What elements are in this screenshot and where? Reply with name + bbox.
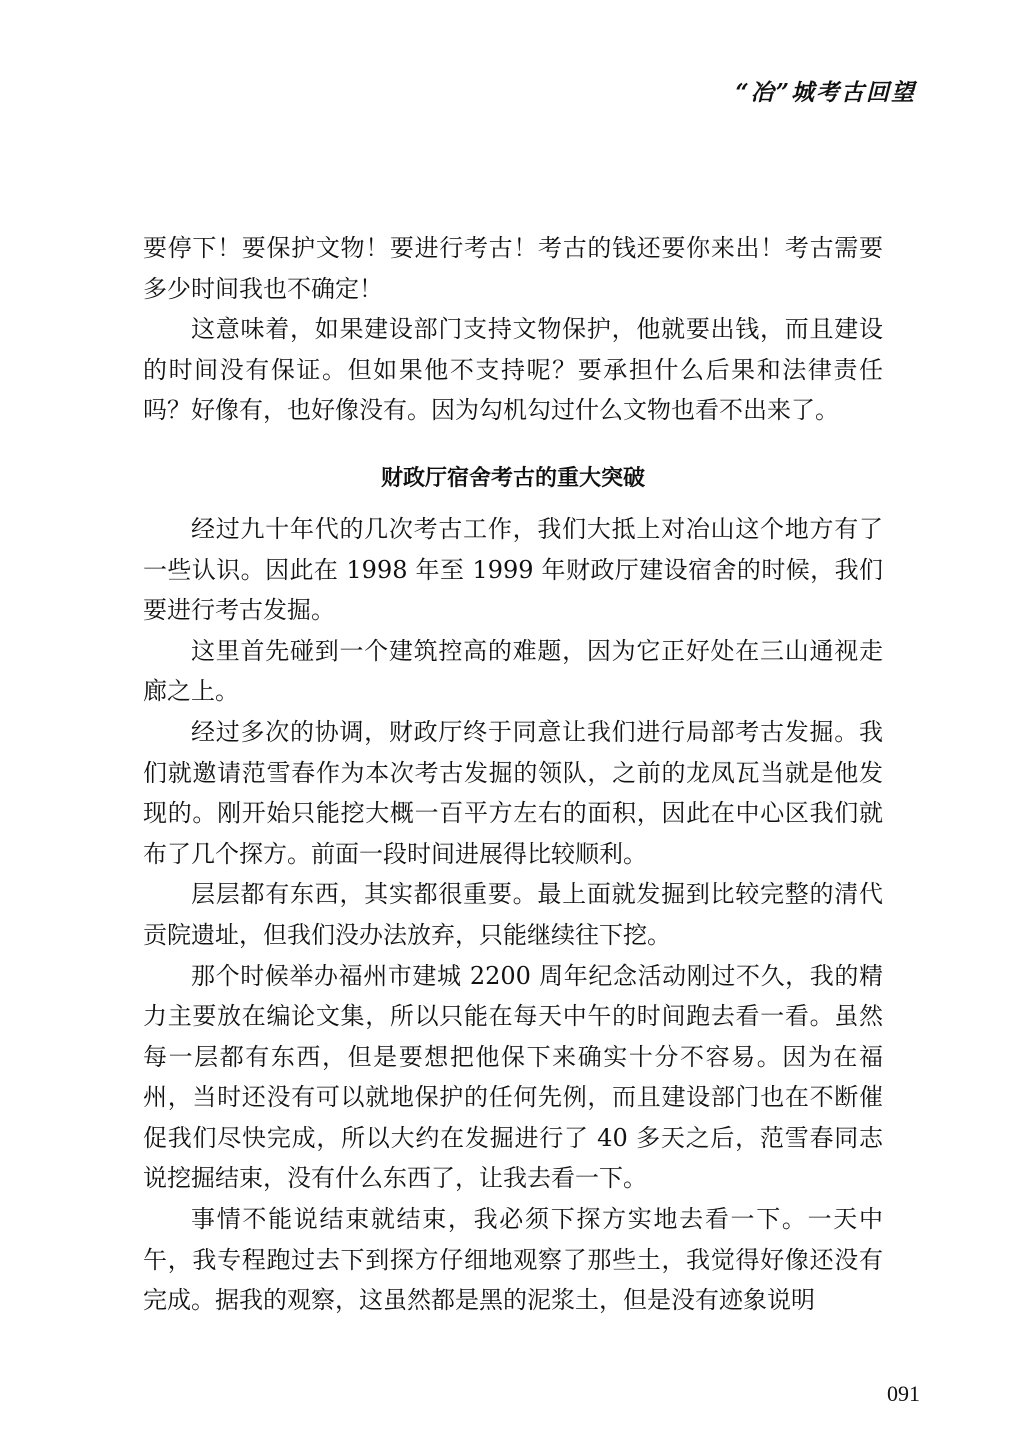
paragraph: 这里首先碰到一个建筑控高的难题，因为它正好处在三山通视走廊之上。	[143, 636, 883, 706]
section-heading: 财政厅宿舍考古的重大突破	[380, 465, 645, 491]
paragraph: 事情不能说结束就结束，我必须下探方实地去看一下。一天中午，我专程跑过去下到探方仔细地观察了那些土，我觉得好像还没有完成。据我的观察，这虽然都是黑的泥浆土，但是没有迹象说明	[143, 1205, 883, 1315]
body-text	[143, 228, 883, 1321]
running-header-title: “冶”城考古回望	[735, 79, 916, 106]
paragraph: 经过九十年代的几次考古工作，我们大抵上对冶山这个地方有了一些认识。因此在 1998 年至 1999 年财政厅建设宿舍的时候，我们要进行考古发掘。	[143, 514, 883, 625]
paragraph: 那个时候举办福州市建城 2200 周年纪念活动刚过不久，我的精力主要放在编论文集，所以只能在每天中午的时间跑去看一看。虽然每一层都有东西，但是要想把他保下来确实十分不容易。因为在福州，当时还没有可以就地保护的任何先例，而且建设部门也在不断催促我们尽快完成，所以大约在发掘进行了 40 多天之后，范雪春同志说挖掘结束，没有什么东西了，让我去看一下。	[143, 961, 883, 1193]
paragraph: 要停下！要保护文物！要进行考古！考古的钱还要你来出！考古需要多少时间我也不确定！	[143, 234, 883, 303]
paragraph: 层层都有东西，其实都很重要。最上面就发掘到比较完整的清代贡院遗址，但我们没办法放弃，只能继续往下挖。	[143, 880, 883, 949]
paragraph: 经过多次的协调，财政厅终于同意让我们进行局部考古发掘。我们就邀请范雪春作为本次考古发掘的领队，之前的龙凤瓦当就是他发现的。刚开始只能挖大概一百平方左右的面积，因此在中心区我们就布了几个探方。前面一段时间进展得比较顺利。	[143, 717, 883, 868]
page-number: 091	[887, 1381, 920, 1406]
paragraph: 这意味着，如果建设部门支持文物保护，他就要出钱，而且建设的时间没有保证。但如果他不支持呢？要承担什么后果和法律责任吗？好像有，也好像没有。因为勾机勾过什么文物也看不出来了。	[143, 315, 883, 425]
